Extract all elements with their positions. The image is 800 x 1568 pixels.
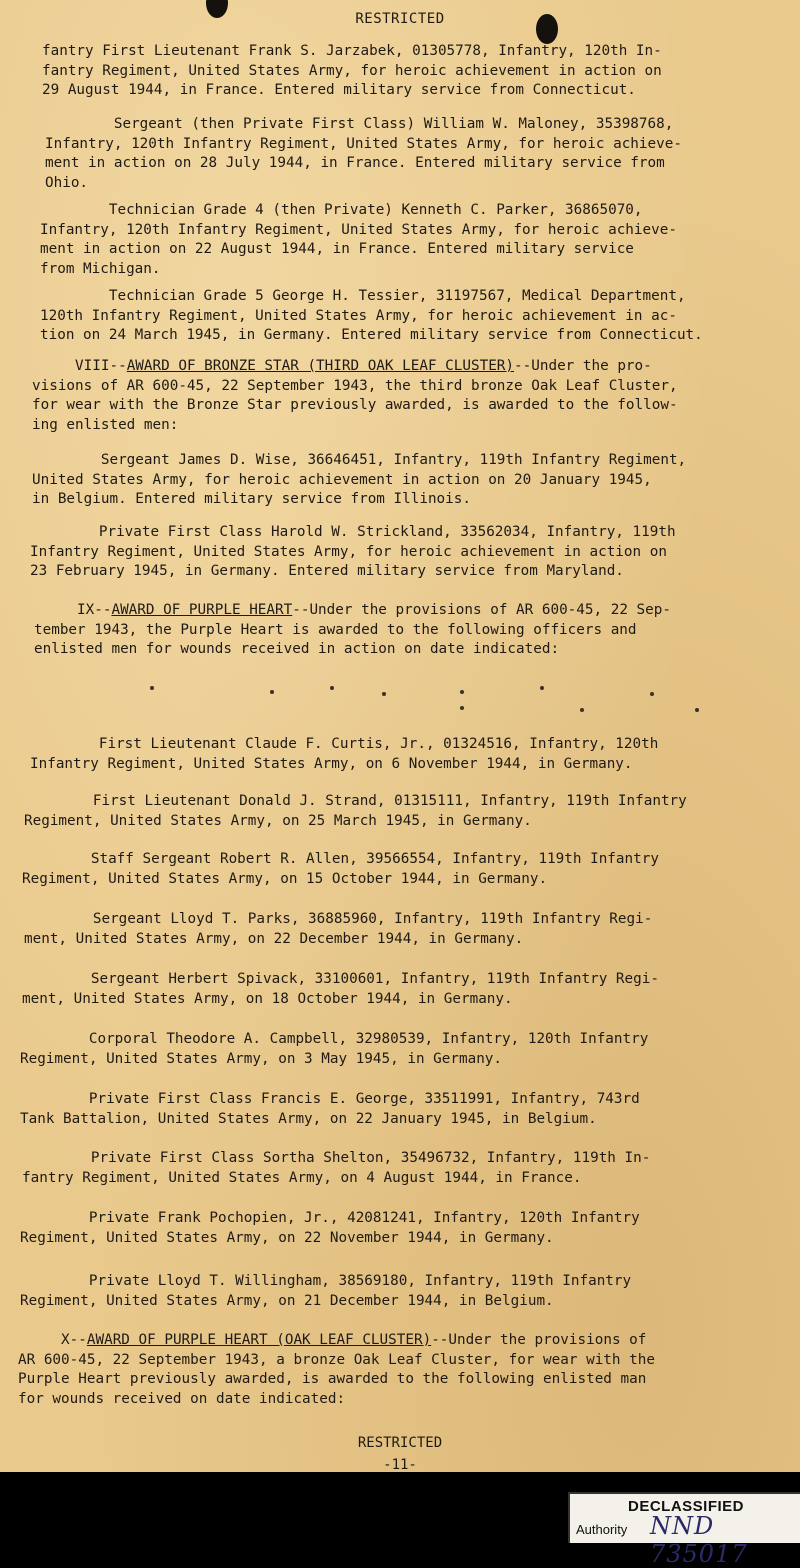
text-line: VIII--AWARD OF BRONZE STAR (THIRD OAK LEAF CLUSTER)--Under the pro- xyxy=(32,358,652,374)
paragraph xyxy=(42,42,800,101)
text-line: Technician Grade 4 (then Private) Kenneth C. Parker, 36865070, xyxy=(40,202,643,218)
text-line: enlisted men for wounds received in action on date indicated: xyxy=(34,641,560,657)
text-line: Private First Class Sortha Shelton, 35496732, Infantry, 119th In- xyxy=(22,1150,651,1166)
text-line: ment, United States Army, on 22 December 1944, in Germany. xyxy=(24,930,524,947)
text-line: Infantry, 120th Infantry Regiment, United States Army, for heroic achieve- xyxy=(40,221,677,238)
paragraph xyxy=(20,1090,800,1129)
text-line: X--AWARD OF PURPLE HEART (OAK LEAF CLUSTER)--Under the provisions of xyxy=(18,1332,647,1348)
text-line: 29 August 1944, in France. Entered military service from Connecticut. xyxy=(42,82,636,98)
paragraph xyxy=(22,850,800,889)
paragraph xyxy=(32,357,800,435)
section-heading: AWARD OF BRONZE STAR (THIRD OAK LEAF CLUSTER) xyxy=(126,358,515,374)
paragraph xyxy=(22,1149,800,1188)
paragraph xyxy=(30,735,800,774)
text-line: tion on 24 March 1945, in Germany. Entered military service from Connecticut. xyxy=(40,327,703,343)
text-line: 120th Infantry Regiment, United States Army, for heroic achievement in ac- xyxy=(40,307,677,324)
text-line: Corporal Theodore A. Campbell, 32980539, Infantry, 120th Infantry xyxy=(20,1031,649,1047)
text-line: Staff Sergeant Robert R. Allen, 39566554, Infantry, 119th Infantry xyxy=(22,851,659,867)
text-line: Purple Heart previously awarded, is awarded to the following enlisted man xyxy=(18,1371,647,1387)
header-classification: RESTRICTED xyxy=(355,11,445,27)
text-line: Private First Class Harold W. Strickland, 33562034, Infantry, 119th xyxy=(30,524,676,540)
text-line: Infantry Regiment, United States Army, for heroic achievement in action on xyxy=(30,543,667,560)
text-line: fantry Regiment, United States Army, on 4 August 1944, in France. xyxy=(22,1169,582,1186)
stamp-authority-value: NND 735017 xyxy=(650,1512,748,1568)
paragraph xyxy=(24,792,800,831)
text-line: Ohio. xyxy=(45,174,89,191)
text-line: Regiment, United States Army, on 22 November 1944, in Germany. xyxy=(20,1229,554,1246)
paragraph xyxy=(30,523,800,582)
text-line: in Belgium. Entered military service from Illinois. xyxy=(32,491,471,507)
paragraph xyxy=(20,1272,800,1311)
text-line: Private First Class Francis E. George, 33511991, Infantry, 743rd xyxy=(20,1091,640,1107)
text-line: First Lieutenant Claude F. Curtis, Jr., 01324516, Infantry, 120th xyxy=(30,736,659,752)
paragraph xyxy=(45,115,800,193)
text-line: ment in action on 28 July 1944, in France. Entered military service from xyxy=(45,155,665,171)
paragraph xyxy=(18,1331,800,1409)
illegible-smudge-row xyxy=(120,680,720,720)
section-heading: AWARD OF PURPLE HEART xyxy=(111,602,293,618)
text-line: 23 February 1945, in Germany. Entered military service from Maryland. xyxy=(30,563,624,579)
text-line: Sergeant (then Private First Class) William W. Maloney, 35398768, xyxy=(45,116,674,132)
text-line: Regiment, United States Army, on 25 March 1945, in Germany. xyxy=(24,812,532,829)
paragraph xyxy=(24,910,800,949)
text-line: ing enlisted men: xyxy=(32,416,179,433)
text-line: from Michigan. xyxy=(40,260,161,277)
text-line: Infantry, 120th Infantry Regiment, United States Army, for heroic achieve- xyxy=(45,135,682,152)
declassified-stamp xyxy=(568,1492,800,1568)
text-line: Regiment, United States Army, on 3 May 1945, in Germany. xyxy=(20,1050,503,1067)
text-line: ment in action on 22 August 1944, in France. Entered military service xyxy=(40,241,634,257)
paragraph xyxy=(20,1209,800,1248)
text-line: visions of AR 600-45, 22 September 1943, the third bronze Oak Leaf Cluster, xyxy=(32,377,678,394)
text-line: Tank Battalion, United States Army, on 22 January 1945, in Belgium. xyxy=(20,1110,597,1127)
stamp-authority-label: Authority xyxy=(576,1522,628,1537)
text-line: Sergeant James D. Wise, 36646451, Infantry, 119th Infantry Regiment, xyxy=(32,452,687,468)
paragraph xyxy=(20,1030,800,1069)
paragraph xyxy=(40,201,800,279)
text-line: tember 1943, the Purple Heart is awarded to the following officers and xyxy=(34,621,637,638)
section-heading: AWARD OF PURPLE HEART (OAK LEAF CLUSTER) xyxy=(86,1332,432,1348)
text-line: ment, United States Army, on 18 October 1944, in Germany. xyxy=(22,990,513,1007)
text-line: AR 600-45, 22 September 1943, a bronze Oak Leaf Cluster, for wear with the xyxy=(18,1351,655,1368)
text-line: First Lieutenant Donald J. Strand, 01315111, Infantry, 119th Infantry xyxy=(24,793,687,809)
text-line: Private Lloyd T. Willingham, 38569180, Infantry, 119th Infantry xyxy=(20,1273,632,1289)
text-line: fantry First Lieutenant Frank S. Jarzabek, 01305778, Infantry, 120th In- xyxy=(42,43,662,59)
paragraph xyxy=(34,601,800,660)
text-line: Infantry Regiment, United States Army, on 6 November 1944, in Germany. xyxy=(30,755,633,772)
text-line: for wear with the Bronze Star previously awarded, is awarded to the follow- xyxy=(32,397,678,413)
footer-classification: RESTRICTED xyxy=(357,1435,443,1451)
text-line: for wounds received on date indicated: xyxy=(18,1390,346,1407)
text-line: United States Army, for heroic achievement in action on 20 January 1945, xyxy=(32,471,652,488)
text-line: Private Frank Pochopien, Jr., 42081241, Infantry, 120th Infantry xyxy=(20,1210,640,1226)
text-line: Sergeant Lloyd T. Parks, 36885960, Infantry, 119th Infantry Regi- xyxy=(24,911,653,927)
text-line: Technician Grade 5 George H. Tessier, 31197567, Medical Department, xyxy=(40,288,686,304)
text-line: Regiment, United States Army, on 15 October 1944, in Germany. xyxy=(22,870,548,887)
stamp-title: DECLASSIFIED xyxy=(627,1498,744,1515)
paragraph xyxy=(32,451,800,510)
page-number: -11- xyxy=(383,1457,417,1473)
text-line: fantry Regiment, United States Army, for heroic achievement in action on xyxy=(42,62,662,79)
text-line: Sergeant Herbert Spivack, 33100601, Infantry, 119th Infantry Regi- xyxy=(22,971,659,987)
text-line: IX--AWARD OF PURPLE HEART--Under the provisions of AR 600-45, 22 Sep- xyxy=(34,602,671,618)
paragraph xyxy=(40,287,800,346)
text-line: Regiment, United States Army, on 21 December 1944, in Belgium. xyxy=(20,1292,554,1309)
paragraph xyxy=(22,970,800,1009)
